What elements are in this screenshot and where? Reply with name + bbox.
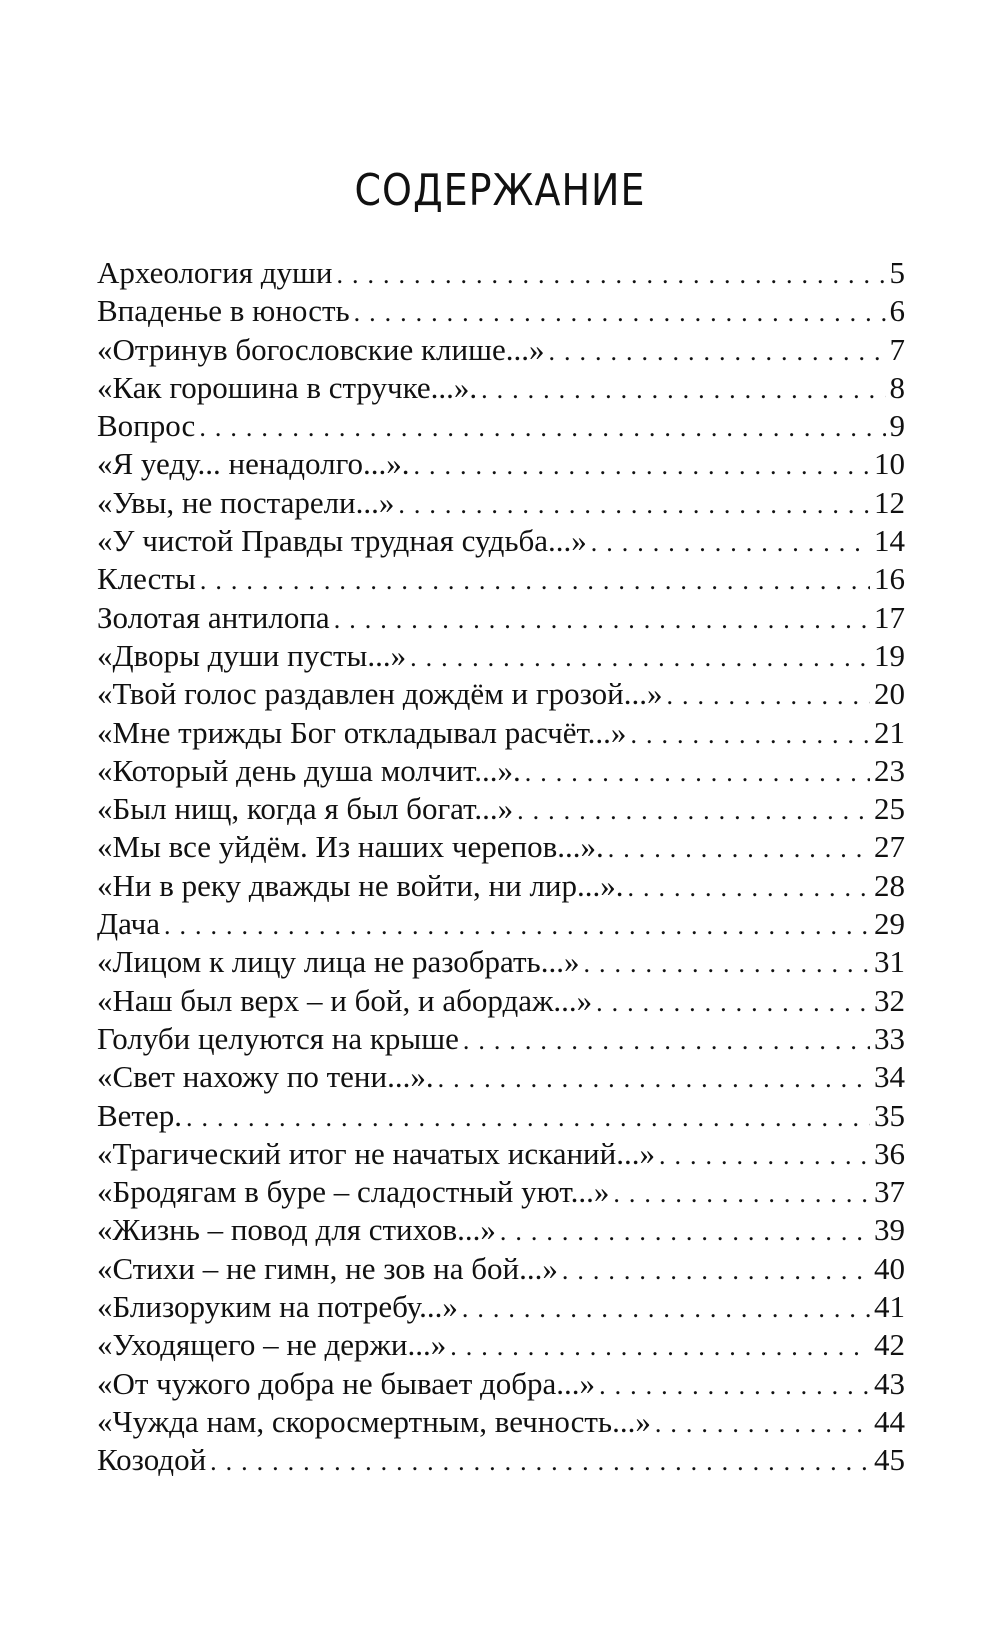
toc-entry <box>97 1365 905 1403</box>
toc-dot-leader <box>336 256 885 292</box>
toc-dot-leader <box>410 639 870 675</box>
toc-entry-title: «Стихи – не гимн, не зов на бой...» <box>97 1250 558 1286</box>
toc-dot-leader <box>599 1367 870 1403</box>
toc-entry-title: «Жизнь – повод для стихов...» <box>97 1212 496 1248</box>
toc-entry <box>97 292 905 330</box>
toc-entry <box>97 675 905 713</box>
toc-entry-title: «Трагический итог не начатых исканий...» <box>97 1135 655 1171</box>
toc-entry-page-number: 12 <box>874 484 905 520</box>
toc-dot-leader <box>667 677 871 713</box>
toc-entry-title: Дача <box>97 906 161 942</box>
toc-entry <box>97 254 905 292</box>
toc-entry <box>97 331 905 369</box>
toc-entry <box>97 522 905 560</box>
toc-entry <box>97 560 905 598</box>
toc-entry <box>97 445 905 483</box>
toc-entry-page-number: 17 <box>874 599 905 635</box>
toc-entry-title: «Близоруким на потребу...» <box>97 1289 458 1325</box>
toc-entry-page-number: 10 <box>874 446 905 482</box>
toc-entry <box>97 1173 905 1211</box>
toc-entry <box>97 1058 905 1096</box>
toc-entry-title: «Лицом к лицу лица не разобрать...» <box>97 944 580 980</box>
toc-entry <box>97 1326 905 1364</box>
toc-entry-page-number: 43 <box>874 1365 905 1401</box>
toc-entry-title: «Отринув богословские клише...» <box>97 331 545 367</box>
toc-dot-leader <box>438 1060 870 1096</box>
toc-entry-title: Козодой <box>97 1442 207 1478</box>
toc-entry <box>97 1403 905 1441</box>
toc-entry-page-number: 41 <box>874 1289 905 1325</box>
toc-entry <box>97 1441 905 1479</box>
toc-dot-leader <box>463 1022 870 1058</box>
toc-entry-title: «Твой голос раздавлен дождём и грозой...» <box>97 676 663 712</box>
toc-dot-leader <box>334 601 870 637</box>
toc-entry-title: Вопрос <box>97 408 196 444</box>
toc-dot-leader <box>608 830 870 866</box>
toc-entry <box>97 828 905 866</box>
toc-entry <box>97 1250 905 1288</box>
toc-entry-page-number: 9 <box>889 408 905 444</box>
toc-entry-page-number: 7 <box>889 331 905 367</box>
toc-entry <box>97 484 905 522</box>
toc-entry-title: «Дворы души пусты...» <box>97 637 407 673</box>
toc-entry <box>97 982 905 1020</box>
toc-entry-title: «У чистой Правды трудная судьба...» <box>97 523 587 559</box>
toc-entry-title: «Который день душа молчит...». <box>97 752 521 788</box>
toc-entry <box>97 714 905 752</box>
toc-entry <box>97 905 905 943</box>
toc-entry-title: Клесты <box>97 561 196 597</box>
toc-entry-title: «Бродягам в буре – сладостный уют...» <box>97 1174 610 1210</box>
toc-entry-page-number: 19 <box>874 637 905 673</box>
page-title: СОДЕРЖАНИЕ <box>354 164 646 216</box>
toc-dot-leader <box>583 945 870 981</box>
toc-entry-title: «Я уеду... ненадолго...». <box>97 446 410 482</box>
toc-entry-title: Голуби целуются на крыше <box>97 1020 459 1056</box>
toc-entry-page-number: 32 <box>874 982 905 1018</box>
toc-entry-page-number: 20 <box>874 676 905 712</box>
toc-entry <box>97 599 905 637</box>
toc-entry-title: «От чужого добра не бывает добра...» <box>97 1365 596 1401</box>
toc-dot-leader <box>591 524 870 560</box>
toc-dot-leader <box>164 907 870 943</box>
toc-entry-title: «Наш был верх – и бой, и абордаж...» <box>97 982 593 1018</box>
toc-entry-title: «Увы, не постарели...» <box>97 484 395 520</box>
toc-entry-page-number: 31 <box>874 944 905 980</box>
toc-dot-leader <box>500 1213 870 1249</box>
toc-dot-leader <box>200 562 870 598</box>
toc-entry-page-number: 39 <box>874 1212 905 1248</box>
toc-entry <box>97 1020 905 1058</box>
toc-entry-title: «Уходящего – не держи...» <box>97 1327 447 1363</box>
toc-entry-page-number: 23 <box>874 752 905 788</box>
toc-entry-title: Археология души <box>97 255 333 290</box>
toc-entry <box>97 1135 905 1173</box>
toc-entry-page-number: 8 <box>889 369 905 405</box>
table-of-contents <box>97 254 905 1480</box>
toc-entry-page-number: 27 <box>874 829 905 865</box>
toc-entry <box>97 790 905 828</box>
toc-dot-leader <box>613 1175 870 1211</box>
toc-entry-page-number: 40 <box>874 1250 905 1286</box>
toc-dot-leader <box>481 371 885 407</box>
toc-entry <box>97 637 905 675</box>
toc-entry-page-number: 37 <box>874 1174 905 1210</box>
toc-entry-title: «Был нищ, когда я был богат...» <box>97 791 514 827</box>
toc-entry-page-number: 45 <box>874 1442 905 1478</box>
toc-entry-page-number: 21 <box>874 714 905 750</box>
toc-dot-leader <box>548 333 885 369</box>
toc-dot-leader <box>398 486 870 522</box>
toc-entry-page-number: 42 <box>874 1327 905 1363</box>
toc-entry-page-number: 36 <box>874 1135 905 1171</box>
toc-dot-leader <box>630 716 870 752</box>
toc-entry-title: Ветер. <box>97 1097 182 1133</box>
toc-entry <box>97 752 905 790</box>
toc-dot-leader <box>596 984 870 1020</box>
toc-entry-page-number: 28 <box>874 867 905 903</box>
toc-dot-leader <box>450 1328 870 1364</box>
toc-entry-page-number: 16 <box>874 561 905 597</box>
toc-entry-title: Золотая антилопа <box>97 599 330 635</box>
toc-dot-leader <box>655 1405 870 1441</box>
toc-entry-page-number: 29 <box>874 906 905 942</box>
toc-entry <box>97 943 905 981</box>
toc-dot-leader <box>210 1443 870 1479</box>
toc-dot-leader <box>199 409 885 445</box>
toc-dot-leader <box>186 1099 870 1135</box>
toc-entry-title: «Мы все уйдём. Из наших черепов...». <box>97 829 604 865</box>
toc-entry-title: «Как горошина в стручке...». <box>97 369 478 405</box>
toc-entry-page-number: 5 <box>889 255 905 290</box>
toc-entry-page-number: 25 <box>874 791 905 827</box>
toc-entry <box>97 369 905 407</box>
toc-entry-title: «Свет нахожу по тени...». <box>97 1059 434 1095</box>
toc-entry <box>97 1211 905 1249</box>
toc-dot-leader <box>462 1290 870 1326</box>
toc-entry-page-number: 35 <box>874 1097 905 1133</box>
toc-entry-page-number: 14 <box>874 523 905 559</box>
toc-entry-title: «Мне трижды Бог откладывал расчёт...» <box>97 714 627 750</box>
toc-entry-title: «Ни в реку дважды не войти, ни лир...». <box>97 867 624 903</box>
toc-dot-leader <box>562 1252 870 1288</box>
toc-entry <box>97 1097 905 1135</box>
toc-entry-page-number: 44 <box>874 1403 905 1439</box>
toc-entry-page-number: 6 <box>889 293 905 329</box>
toc-entry-page-number: 33 <box>874 1020 905 1056</box>
toc-entry-title: «Чужда нам, скоросмертным, вечность...» <box>97 1403 651 1439</box>
toc-entry-title: Впаденье в юность <box>97 293 350 329</box>
toc-dot-leader <box>659 1137 870 1173</box>
toc-dot-leader <box>525 754 870 790</box>
toc-dot-leader <box>354 294 886 330</box>
toc-entry <box>97 867 905 905</box>
toc-dot-leader <box>517 792 870 828</box>
toc-entry <box>97 1288 905 1326</box>
toc-entry-page-number: 34 <box>874 1059 905 1095</box>
toc-dot-leader <box>628 869 870 905</box>
toc-dot-leader <box>414 447 870 483</box>
toc-entry <box>97 407 905 445</box>
